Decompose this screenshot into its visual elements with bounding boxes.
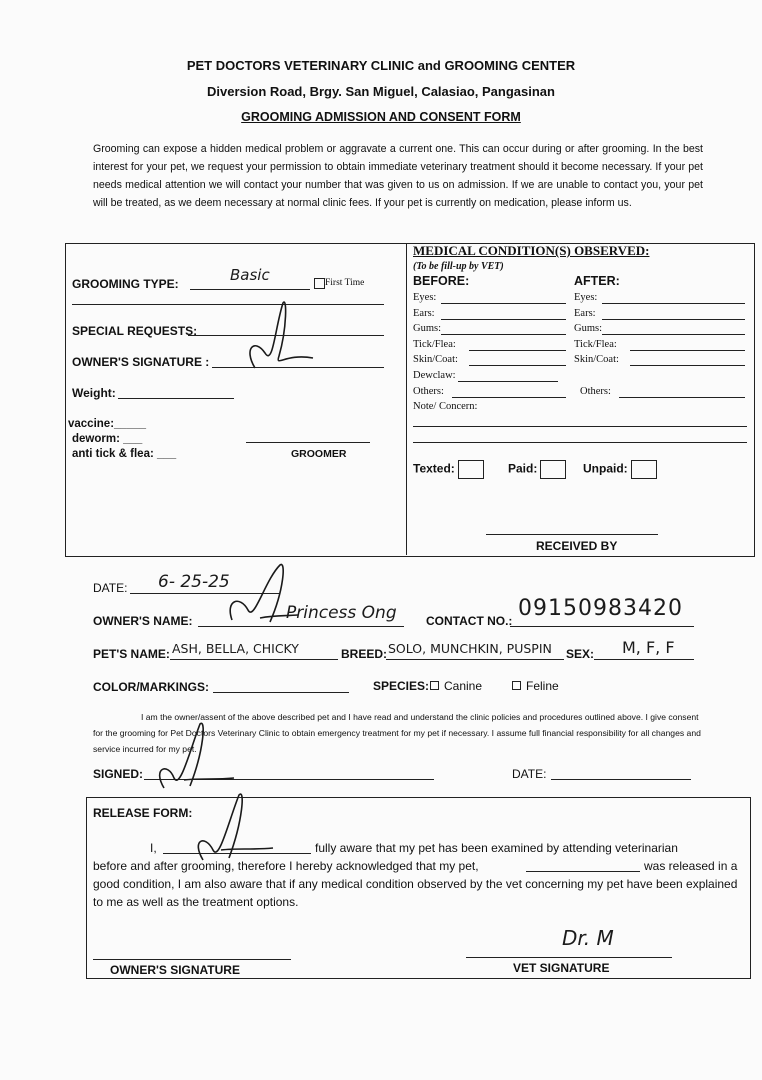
texted-label: Texted: [413,461,455,476]
breed-label: BREED: [341,647,388,661]
unpaid-checkbox[interactable] [631,460,657,479]
after-label: AFTER: [574,274,620,288]
release-line2b-text: was released in a [644,859,738,873]
release-line1-text: fully aware that my pet has been examined by attending veterinarian [315,841,678,855]
note-label: Note/ Concern: [413,401,478,412]
feline-label: Feline [526,679,559,693]
after-field-label: Eyes: [574,292,598,303]
vet-signature-value: Dr. M [562,926,614,950]
clinic-address: Diversion Road, Brgy. San Miguel, Calasiao, Pangasinan [207,84,555,99]
anti-tick-label: anti tick & flea: ___ [72,448,177,460]
paid-label: Paid: [508,461,538,476]
after-field-label: Others: [580,385,611,397]
note-line-2[interactable] [413,442,747,443]
received-by-line[interactable] [486,534,658,535]
release-owner-signature-line[interactable] [93,959,291,960]
vet-signature-label: VET SIGNATURE [513,961,610,975]
release-line2a-text: before and after grooming, therefore I hereby acknowledged that my pet, [93,859,479,873]
before-field-line[interactable] [469,350,566,351]
feline-checkbox[interactable] [512,681,521,690]
before-field-label: Skin/Coat: [413,354,458,366]
pet-name-label: PET'S NAME: [93,647,170,661]
unpaid-label: Unpaid: [583,461,628,476]
release-title: RELEASE FORM: [93,806,193,820]
intro-paragraph: Grooming can expose a hidden medical problem or aggravate a current one. This can occur during or after grooming. In the best interest for your pet, we request your permission to obtain immediate veterinary treatment should it become necessary. If your pet needs medical attention we will contact your number that was given to us on admission. If we are unable to contact you, your pet will be treated, as we deem necessary at normal clinic fees. If your pet is currently on medication, please inform us. [93,143,703,209]
owner-signature-label: OWNER'S SIGNATURE : [72,355,210,369]
special-requests-label: SPECIAL REQUESTS: [72,324,198,338]
after-field-label: Skin/Coat: [574,354,619,366]
signed-label: SIGNED: [93,767,144,781]
pet-name-line[interactable] [170,659,338,660]
release-rest-text: good condition, I am also aware that if any medical condition observed by the vet concerning my pet have been explained to me as well as the treatment options. [93,877,738,909]
texted-checkbox[interactable] [458,460,484,479]
weight-label: Weight: [72,386,116,400]
weight-line[interactable] [118,398,234,399]
consent-text: I am the owner/assent of the above described pet and I have read and understand the clinic policies and procedures outlined above. I give consent for the grooming for Pet Doctors Veterinary Clinic to obtain emergency treatment for my pet if necessary. I assume full financial responsibility for all changes and service incurred for my pet. [93,712,701,754]
medical-subtitle: (To be fill-up by VET) [413,261,504,272]
release-pet-line[interactable] [526,871,640,872]
contact-value[interactable]: 09150983420 [518,596,683,621]
owner-name-value[interactable]: Princess Ong [286,603,397,623]
vet-signature-line[interactable] [466,957,672,958]
owner-name-label: OWNER'S NAME: [93,614,193,628]
after-field-line[interactable] [602,319,745,320]
date-value[interactable]: 6- 25-25 [158,572,230,592]
consent-date-line[interactable] [551,779,691,780]
before-field-line[interactable] [469,365,566,366]
owner-name-scribble [220,560,300,640]
after-field-line[interactable] [602,334,745,335]
before-field-line[interactable] [441,334,566,335]
breed-value[interactable]: SOLO, MUNCHKIN, PUSPIN [388,641,552,656]
breed-line[interactable] [386,659,564,660]
contact-label: CONTACT NO.: [426,614,513,628]
before-field-line[interactable] [441,303,566,304]
after-field-label: Ears: [574,307,596,319]
unpaid-item[interactable] [583,460,657,479]
before-field-line[interactable] [441,319,566,320]
before-field-label: Ears: [413,307,435,319]
grooming-type-label: GROOMING TYPE: [72,277,179,291]
release-i-label: I, [150,841,157,855]
before-label: BEFORE: [413,274,470,288]
pet-name-value[interactable]: ASH, BELLA, CHICKY [172,641,299,656]
column-divider [406,243,407,555]
medical-title: MEDICAL CONDITION(S) OBSERVED: [413,243,650,258]
canine-label: Canine [444,679,483,693]
before-field-label: Dewclaw: [413,370,456,381]
sex-value[interactable]: M, F, F [622,638,675,657]
after-field-line[interactable] [630,350,745,351]
signed-scribble [150,720,240,795]
species-feline-option[interactable] [512,679,559,693]
paid-checkbox[interactable] [540,460,566,479]
grooming-type-line [190,289,310,290]
before-field-label: Others: [413,385,444,397]
date-label: DATE: [93,581,128,595]
groomer-line[interactable] [246,442,370,443]
color-label: COLOR/MARKINGS: [93,680,209,694]
after-field-line[interactable] [619,397,745,398]
species-label: SPECIES: [373,679,430,693]
before-field-line[interactable] [452,397,566,398]
owner-signature-scribble [225,298,315,378]
after-field-label: Tick/Flea: [574,338,617,350]
before-field-label: Gums: [413,323,442,335]
release-owner-signature-label: OWNER'S SIGNATURE [110,963,240,977]
before-field-label: Tick/Flea: [413,338,456,350]
consent-date-label: DATE: [512,767,547,781]
sex-label: SEX: [566,647,595,661]
contact-line[interactable] [510,626,694,627]
first-time-checkbox[interactable] [314,278,325,289]
form-title: GROOMING ADMISSION AND CONSENT FORM [241,110,521,124]
clinic-name: PET DOCTORS VETERINARY CLINIC and GROOMING CENTER [186,58,576,73]
color-line[interactable] [213,692,349,693]
texted-item[interactable] [413,460,484,479]
canine-checkbox[interactable] [430,681,439,690]
after-field-line[interactable] [602,303,745,304]
deworm-label: deworm: ___ [72,433,143,445]
sex-line[interactable] [594,659,694,660]
note-line-1[interactable] [413,426,747,427]
paid-item[interactable] [508,460,566,479]
grooming-type-value[interactable]: Basic [230,266,270,284]
groomer-label: GROOMER [291,448,347,460]
first-time-label: First Time [325,278,365,288]
vaccine-label: vaccine:_____ [68,418,147,430]
species-canine-option[interactable] [430,679,482,693]
received-by-label: RECEIVED BY [536,539,618,553]
after-field-label: Gums: [574,323,603,335]
before-field-line[interactable] [458,381,558,382]
before-field-label: Eyes: [413,292,437,303]
after-field-line[interactable] [630,365,745,366]
